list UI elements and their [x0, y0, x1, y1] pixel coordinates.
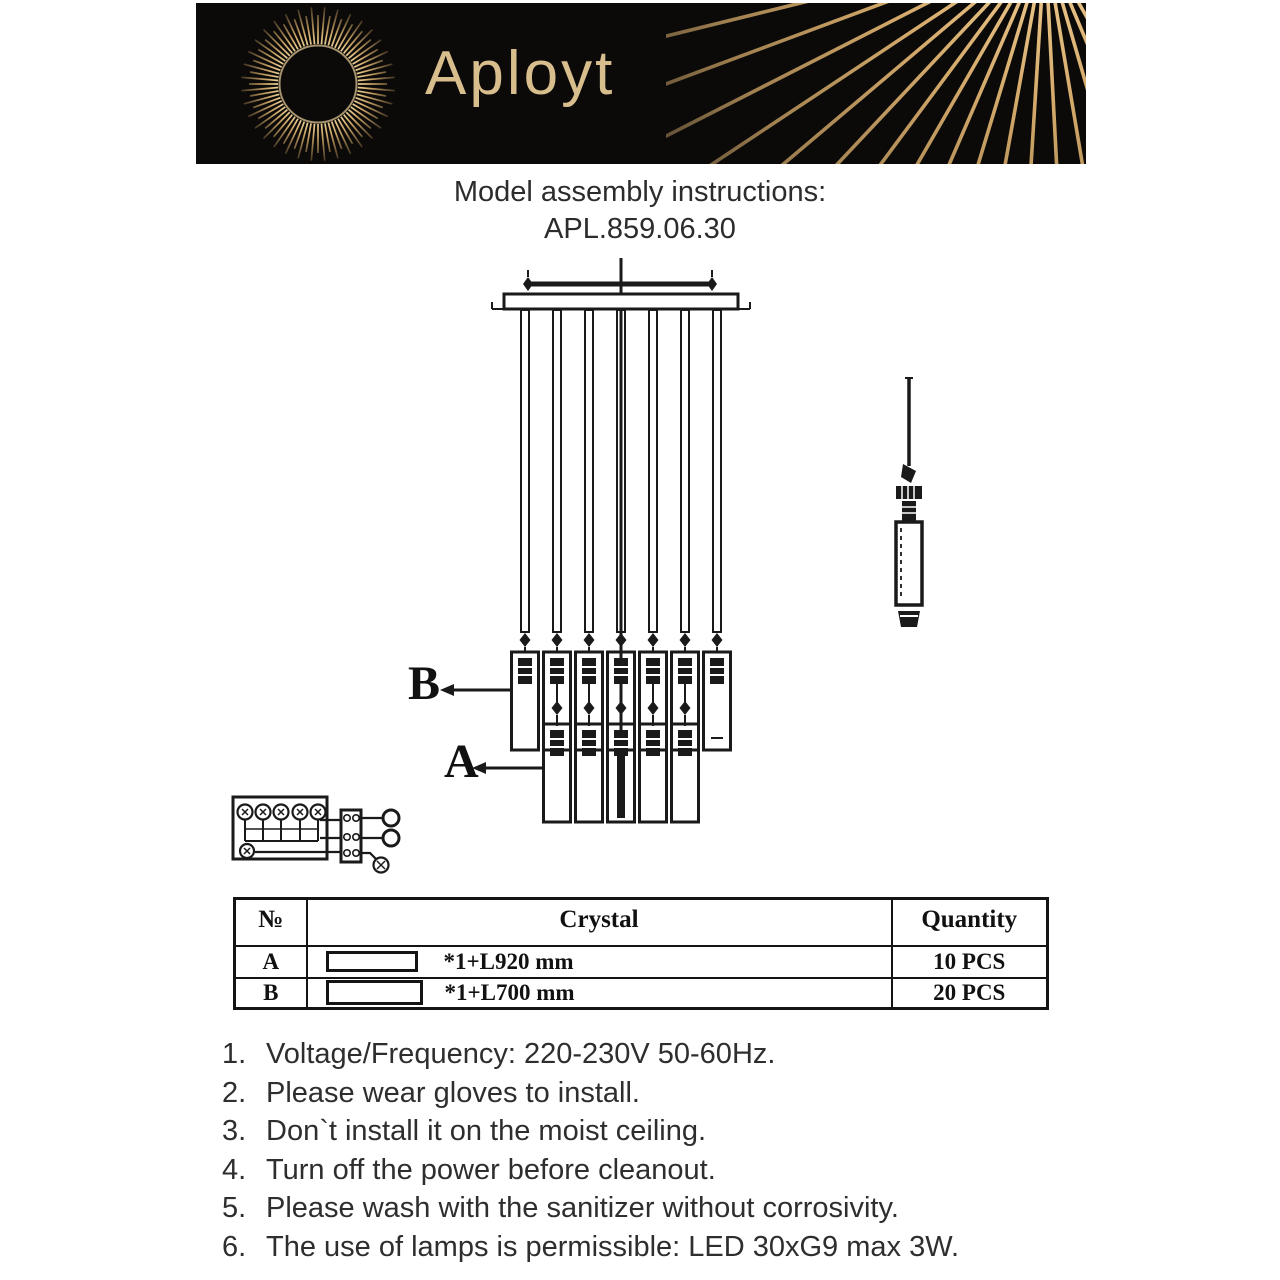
- crystal-b-icon: [326, 980, 423, 1005]
- list-item: 6. The use of lamps is permissible: LED 30xG9 max 3W.: [222, 1230, 960, 1263]
- part-label-b: B: [408, 657, 441, 710]
- col-header-num: №: [235, 899, 307, 946]
- row-b-num: B: [235, 978, 307, 1009]
- row-a-quantity: 10 PCS: [892, 946, 1048, 978]
- crystal-a-label: *1+L920 mm: [443, 948, 574, 974]
- page-title: Model assembly instructions:: [453, 176, 827, 208]
- model-number: APL.859.06.30: [544, 213, 736, 245]
- row-a-crystal: [307, 946, 892, 978]
- list-item: 5. Please wash with the sanitizer without corrosivity.: [222, 1192, 899, 1225]
- col-header-crystal: Crystal: [307, 899, 892, 946]
- pendant-detail-diagram: [896, 378, 922, 627]
- list-item: 2. Please wear gloves to install.: [222, 1076, 640, 1109]
- brand-name: Aployt: [425, 39, 616, 108]
- row-a-num: A: [235, 946, 307, 978]
- col-header-quantity: Quantity: [892, 899, 1048, 946]
- list-item: 1. Voltage/Frequency: 220-230V 50-60Hz.: [222, 1038, 776, 1070]
- part-label-a: A: [444, 735, 479, 788]
- crystal-a-icon: [326, 951, 418, 972]
- callout-b-line: [440, 684, 511, 696]
- row-b-crystal: [307, 978, 892, 1009]
- row-b-quantity: 20 PCS: [892, 978, 1048, 1009]
- table-row: [235, 946, 1048, 978]
- callout-a-line: [472, 762, 542, 774]
- brand-banner: [196, 3, 1086, 164]
- crystal-table: [233, 897, 1049, 1010]
- instruction-list: [222, 1040, 1082, 1271]
- assembly-diagram: [0, 250, 1280, 895]
- list-item: 4. Turn off the power before cleanout.: [222, 1153, 716, 1186]
- wiring-diagram: [233, 797, 399, 873]
- crystal-b-label: *1+L700 mm: [444, 979, 575, 1005]
- table-header-row: [235, 899, 1048, 946]
- list-item: 3. Don`t install it on the moist ceiling.: [222, 1115, 707, 1148]
- table-row: [235, 978, 1048, 1009]
- ray-decoration: [666, 3, 1086, 164]
- sunburst-logo-icon: [230, 3, 406, 164]
